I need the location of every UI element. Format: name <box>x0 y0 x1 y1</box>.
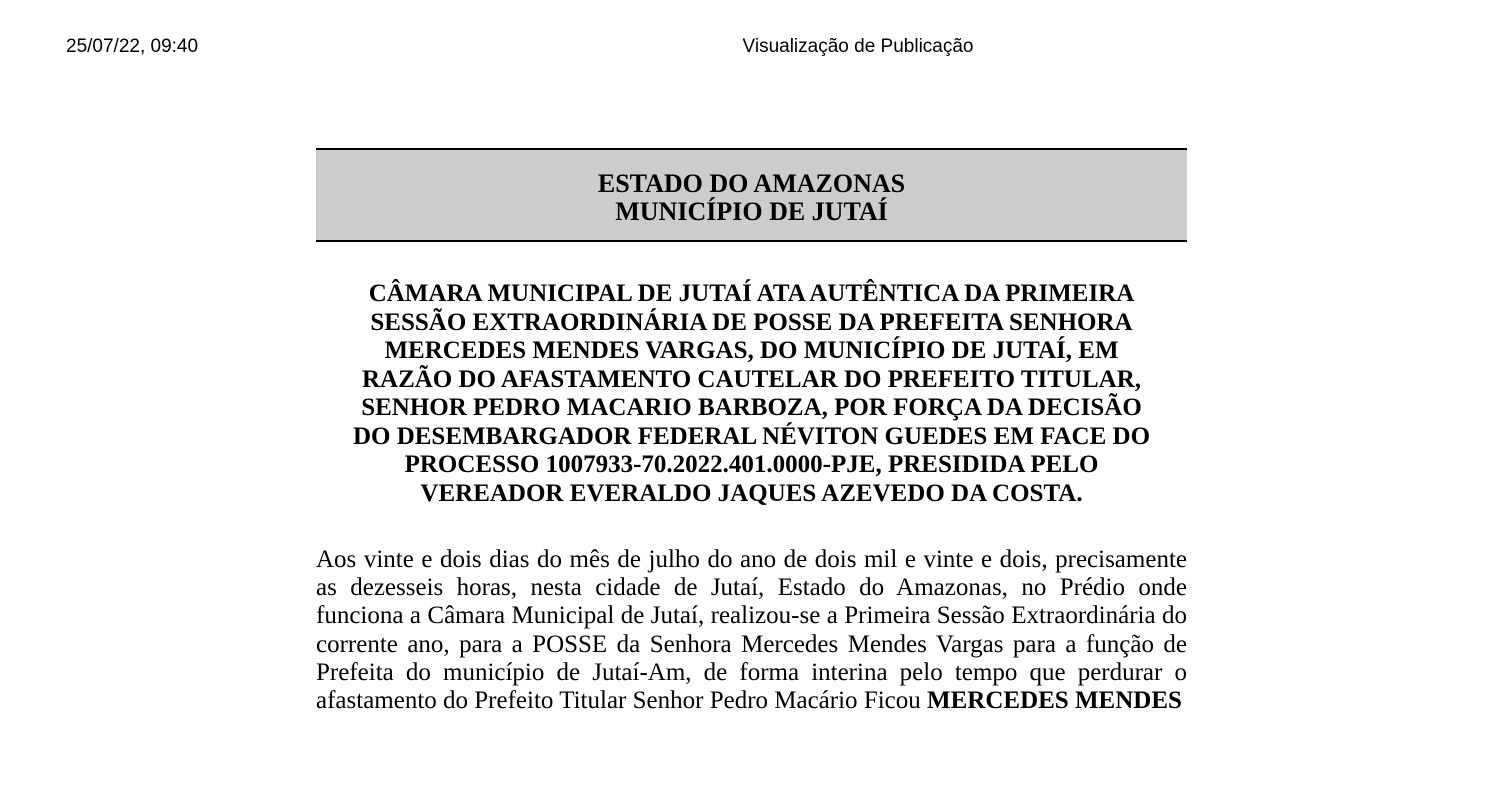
act-paragraph-text: Aos vinte e dois dias do mês de julho do ano de dois mil e vinte e dois, precisamente as dezesseis horas, nesta cidade de Jutaí, Estado do Amazonas, no Prédio onde funciona a Câmara Municipal de Jutaí, realizou-se a Primeira Sessão Extraordinária do corrente ano, para a POSSE da Senhora Mercedes Mendes Vargas para a função de Prefeita do município de Jutaí-Am, de forma interina pelo tempo que perdurar o afastamento do Prefeito Titular Senhor Pedro Macário <box>316 546 1187 715</box>
print-page-title: Visualização de Publicação <box>742 36 974 57</box>
act-paragraph-cut-text: Ficou <box>863 687 921 715</box>
act-title: CÂMARA MUNICIPAL DE JUTAÍ ATA AUTÊNTICA DA PRIMEIRA SESSÃO EXTRAORDINÁRIA DE POSSE DA PREFEITA SENHORA MERCEDES MENDES VARGAS, DO MUNICÍPIO DE JUTAÍ, EM RAZÃO DO AFASTAMENTO CAUTELAR DO PREFEITO TITULAR, SENHOR PEDRO MACARIO BARBOZA, POR FORÇA DA DECISÃO DO DESEMBARGADOR FEDERAL NÉVITON GUEDES EM FACE DO PROCESSO 1007933-70.2022.401.0000-PJE, PRESIDIDA PELO VEREADOR EVERALDO JAQUES AZEVEDO DA COSTA. <box>352 280 1151 507</box>
state-header-box <box>316 148 1187 242</box>
publication-document <box>316 148 1187 715</box>
state-name: ESTADO DO AMAZONAS <box>597 169 906 198</box>
act-paragraph <box>316 546 1187 715</box>
print-datetime: 25/07/22, 09:40 <box>66 36 199 57</box>
print-header <box>0 36 1500 62</box>
act-paragraph-bold-name: MERCEDES MENDES <box>927 687 1182 715</box>
municipality-name: MUNICÍPIO DE JUTAÍ <box>615 197 888 226</box>
